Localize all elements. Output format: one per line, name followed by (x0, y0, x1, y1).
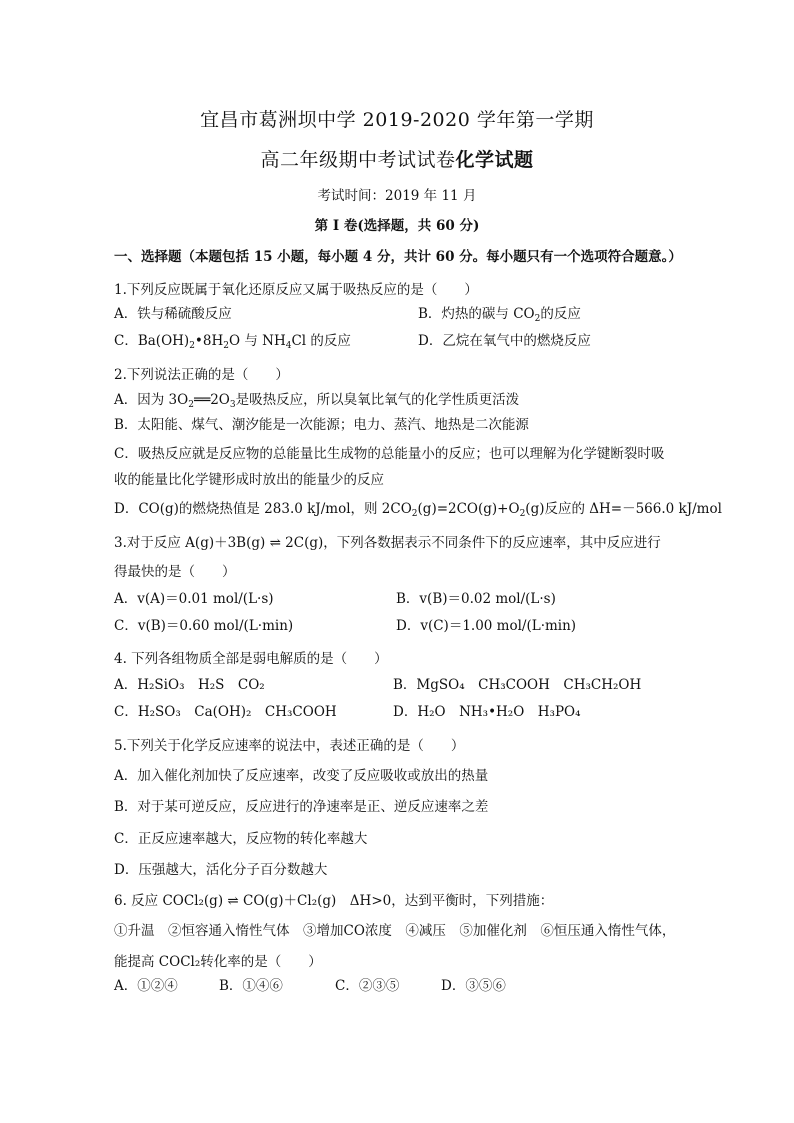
q3-option-c: C．v(B)＝0.60 mol/(L·min) (114, 618, 294, 634)
q5-option-c: C．正反应速率越大，反应物的转化率越大 (114, 831, 368, 847)
q5-option-d: D．压强越大，活化分子百分数越大 (114, 862, 328, 878)
section-heading: 第 I 卷(选择题，共 60 分) (314, 218, 480, 234)
q1-option-d: D．乙烷在氧气中的燃烧反应 (418, 333, 591, 349)
q2-option-c-line1: C．吸热反应就是反应物的总能量比生成物的总能量小的反应；也可以理解为化学键断裂时吸 (114, 446, 665, 462)
exam-time: 考试时间：2019 年 11 月 (317, 188, 477, 204)
q6-option-c: C．②③⑤ (335, 978, 400, 994)
q1-option-a: A．铁与稀硫酸反应 (114, 306, 232, 322)
q4-option-a: A．H₂SiO₃ H₂S CO₂ (114, 677, 265, 693)
exam-subtitle (0, 148, 794, 172)
q2-option-d: D．CO(g)的燃烧热值是 283.0 kJ/mol，则 $2CO_2(g)=2CO(g)+O_2(g)$反应的 ΔH=－566.0 kJ/mol (114, 501, 722, 519)
q5-option-b: B．对于某可逆反应，反应进行的净速率是正、逆反应速率之差 (114, 799, 489, 815)
q1-stem: 1.下列反应既属于氧化还原反应又属于吸热反应的是（ ） (114, 282, 478, 298)
q4-stem: 4. 下列各组物质全部是弱电解质的是（ ） (114, 651, 388, 667)
q6-option-d: D．③⑤⑥ (441, 978, 506, 994)
q4-option-c: C．H₂SO₃ Ca(OH)₂ CH₃COOH (114, 704, 337, 720)
q6-stem: 6. 反应 COCl₂(g) ⇌ CO(g)＋Cl₂(g) ΔH>0，达到平衡时，下列措施： (114, 893, 554, 909)
q2-option-a: A．因为 $3O_2══2O_3$是吸热反应，所以臭氧比氧气的化学性质更活泼 (114, 392, 520, 410)
q5-option-a: A．加入催化剂加快了反应速率，改变了反应吸收或放出的热量 (114, 768, 489, 784)
exam-title: 宜昌市葛洲坝中学 2019-2020 学年第一学期 (200, 109, 594, 131)
q2-stem: 2.下列说法正确的是（ ） (114, 367, 289, 383)
q2-option-b: B．太阳能、煤气、潮汐能是一次能源；电力、蒸汽、地热是二次能源 (114, 417, 529, 433)
q6-option-b: B．①④⑥ (219, 978, 283, 994)
q4-option-d: D．H₂O NH₃•H₂O H₃PO₄ (393, 704, 581, 720)
q6-option-a: A．①②④ (114, 978, 178, 994)
q6-measures: ①升温 ②恒容通入惰性气体 ③增加CO浓度 ④减压 ⑤加催化剂 ⑥恒压通入惰性气体， (114, 923, 676, 939)
subtitle-subject: 化学试题 (455, 149, 534, 171)
q1-option-b: B．灼热的碳与 $CO_2$的反应 (418, 306, 581, 324)
subtitle-grade: 高二年级期中考试试卷 (260, 149, 456, 171)
q3-stem-line2: 得最快的是（ ） (114, 564, 236, 580)
q3-option-d: D．v(C)＝1.00 mol/(L·min) (396, 618, 577, 634)
q4-option-b: B．MgSO₄ CH₃COOH CH₃CH₂OH (393, 677, 642, 693)
q1-option-c: C．$Ba(OH)_2•8H_2O$ 与 $NH_4Cl$ 的反应 (114, 333, 351, 351)
q2-option-c-line2: 收的能量比化学键形成时放出的能量少的反应 (114, 472, 384, 488)
q3-option-b: B．v(B)＝0.02 mol/(L·s) (396, 591, 556, 607)
q3-option-a: A．v(A)＝0.01 mol/(L·s) (114, 591, 274, 607)
q6-stem2: 能提高 COCl₂转化率的是（ ） (114, 954, 322, 970)
q3-stem-line1: 3.对于反应 A(g)＋3B(g) ⇌ 2C(g)，下列各数据表示不同条件下的反应速率，其中反应进行 (114, 535, 661, 551)
q5-stem: 5.下列关于化学反应速率的说法中，表述正确的是（ ） (114, 738, 465, 754)
part-heading: 一、选择题（本题包括 15 小题，每小题 4 分，共计 60 分。每小题只有一个选项符合题意。） (114, 249, 682, 265)
